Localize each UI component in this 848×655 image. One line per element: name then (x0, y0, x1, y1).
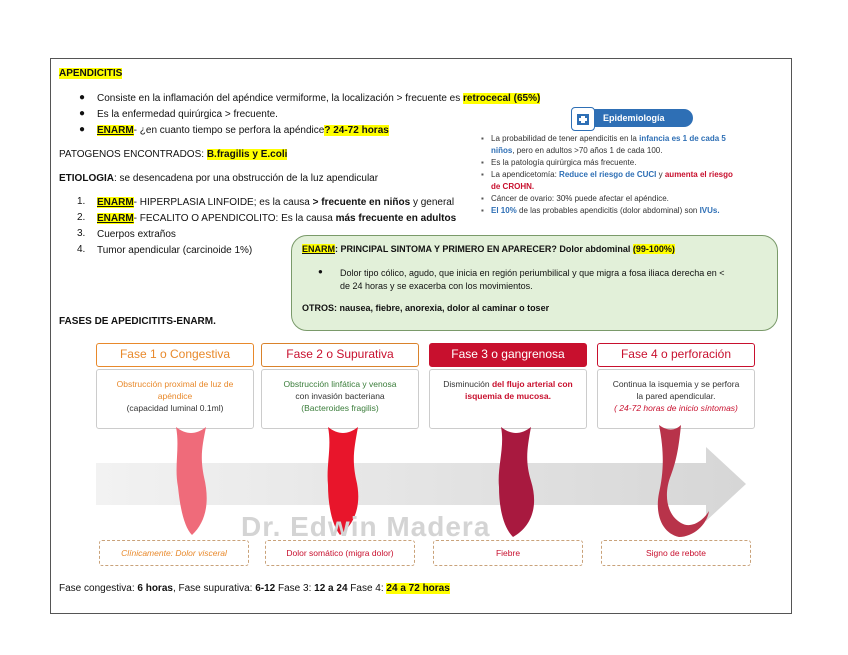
bullet-dot: ● (318, 267, 323, 276)
appendix-perforation-image (651, 425, 711, 539)
epi-item-5: ▪ El 10% de las probables apendicitis (dolor abdominal) son IVUs. (481, 205, 781, 217)
etiologia-item-2: ENARM- FECALITO O APENDICOLITO: Es la causa más frecuente en adultos (97, 213, 457, 224)
phase-3-description: Disminución del flujo arterial con isquemia de mucosa. (429, 369, 587, 429)
etiologia-item-1: ENARM- HIPERPLASIA LINFOIDE; es la causa > frecuente en niños y general (97, 197, 455, 208)
page-title: APENDICITIS (59, 68, 123, 79)
phase-1-sign: Clínicamente: Dolor visceral (99, 540, 249, 566)
phase-durations-line: Fase congestiva: 6 horas, Fase supurativa: 6-12 Fase 3: 12 a 24 Fase 4: 24 a 72 horas (59, 583, 450, 594)
epidemiologia-list (481, 133, 781, 217)
etiologia-line: ETIOLOGIA: se desencadena por una obstrucción de la luz apendicular (59, 173, 379, 184)
otros-line: OTROS: nausea, fiebre, anorexia, dolor al caminar o toser (302, 303, 550, 313)
phase-4-description: Continua la isquemia y se perfora la pared apendicular. ( 24-72 horas de inicio síntomas) (597, 369, 755, 429)
etiologia-item-4: Tumor apendicular (carcinoide 1%) (97, 245, 253, 256)
phase-4-header: Fase 4 o perforación (597, 343, 755, 367)
appendix-congestive-image (166, 427, 216, 537)
phase-2-sign: Dolor somático (migra dolor) (265, 540, 415, 566)
epi-item-1: ▪ La probabilidad de tener apendicitis en la infancia es 1 de cada 5 niños, pero en adultos >70 años 1 de cada 100. (481, 133, 781, 157)
epidemiologia-tag: Epidemiología (573, 109, 693, 127)
patogenos-line: PATOGENOS ENCONTRADOS: B.fragilis y E.coli (59, 149, 288, 160)
bullet-dot: ● (79, 124, 86, 135)
principal-symptom-box (291, 235, 778, 331)
intro-bullet-2: Es la enfermedad quirúrgica > frecuente. (97, 109, 278, 120)
phase-1-header: Fase 1 o Congestiva (96, 343, 254, 367)
list-number: 4. (77, 244, 86, 255)
epi-item-4: ▪ Cáncer de ovario: 30% puede afectar el apéndice. (481, 193, 781, 205)
list-number: 1. (77, 196, 86, 207)
phase-3-sign: Fiebre (433, 540, 583, 566)
fases-title: FASES DE APEDICITITS-ENARM. (59, 316, 216, 327)
epi-item-2: ▪ Es la patología quirúrgica más frecuente. (481, 157, 781, 169)
bullet-dot: ● (79, 92, 86, 103)
phase-4-sign: Signo de rebote (601, 540, 751, 566)
epi-item-3: ▪ La apendicetomía: Reduce el riesgo de CUCI y aumenta el riesgo de CROHN. (481, 169, 781, 193)
principal-symptom-title: ENARM: PRINCIPAL SINTOMA Y PRIMERO EN APARECER? Dolor abdominal (99-100%) (302, 244, 675, 254)
phase-2-header: Fase 2 o Supurativa (261, 343, 419, 367)
list-number: 2. (77, 212, 86, 223)
list-number: 3. (77, 228, 86, 239)
watermark-text: Dr. Edwin Madera (241, 511, 491, 542)
etiologia-item-3: Cuerpos extraños (97, 229, 176, 240)
intro-bullet-1: Consiste en la inflamación del apéndice vermiforme, la localización > frecuente es retrocecal (65%) (97, 93, 541, 104)
phase-3-header: Fase 3 o gangrenosa (429, 343, 587, 367)
bullet-dot: ● (79, 108, 86, 119)
principal-symptom-bullet: Dolor tipo cólico, agudo, que inicia en región periumbilical y que migra a fosa iliaca derecha en < de 24 horas y se exacerba con los movimientos. (340, 268, 725, 291)
intro-bullet-3: ENARM- ¿en cuanto tiempo se perfora la apéndice? 24-72 horas (97, 125, 389, 136)
document-page (50, 58, 792, 614)
appendix-gangrenous-image (487, 427, 543, 539)
hospital-icon (571, 107, 595, 131)
epidemiologia-card (481, 109, 781, 235)
phase-1-description: Obstrucción proximal de luz de apéndice (capacidad luminal 0.1ml) (96, 369, 254, 429)
phase-2-description: Obstrucción linfática y venosa con invasión bacteriana (Bacteroides fragilis) (261, 369, 419, 429)
